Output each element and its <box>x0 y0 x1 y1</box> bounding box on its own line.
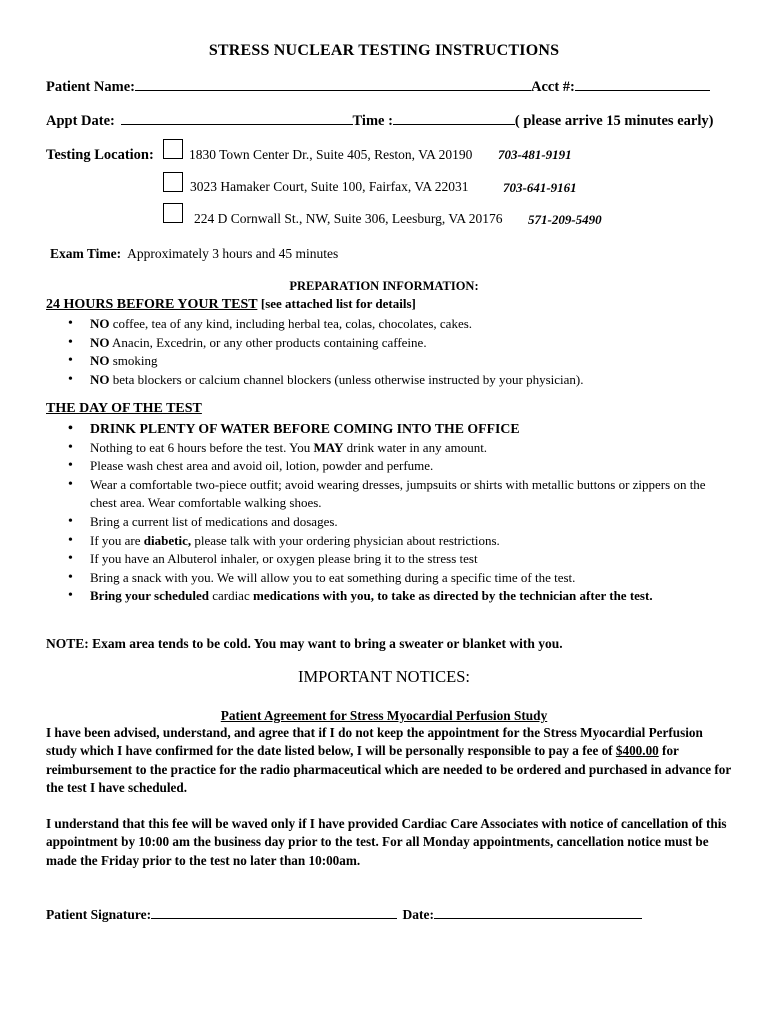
list-item: • Please wash chest area and avoid oil, lotion, powder and perfume. <box>64 457 724 476</box>
exam-time-value: Approximately 3 hours and 45 minutes <box>127 246 339 261</box>
list-item: • Wear a comfortable two-piece outfit; avoid wearing dresses, jumpsuits or shirts with metallic buttons or zippers on the chest area. Wear comfortable walking shoes. <box>64 476 724 513</box>
agreement-title: Patient Agreement for Stress Myocardial Perfusion Study <box>220 708 548 723</box>
acct-label: Acct #: <box>530 79 575 95</box>
time-field[interactable] <box>393 110 515 125</box>
exam-time-label: Exam Time: <box>50 246 122 261</box>
arrive-note: ( please arrive 15 minutes early) <box>514 113 714 129</box>
location-phone-leesburg: 571-209-5490 <box>528 212 602 227</box>
signature-row <box>46 904 642 923</box>
prep-subheading: 24 HOURS BEFORE YOUR TEST <box>46 297 258 312</box>
location-address-reston: 1830 Town Center Dr., Suite 405, Reston, VA 20190 <box>189 147 473 162</box>
agreement-paragraph-2: I understand that this fee will be waved only if I have provided Cardiac Care Associates with notice of cancellation of this appointment by 10:00 am the business day prior to the test. For all Monday appointments, cancellation notice must be made the Friday prior to the test no later than 10:00am. <box>46 816 727 868</box>
patient-name-row <box>46 76 710 96</box>
appt-date-label: Appt Date: <box>46 113 115 129</box>
location-phone-fairfax: 703-641-9161 <box>503 180 577 195</box>
fee-amount: $400.00 <box>615 743 659 759</box>
patient-name-field[interactable] <box>135 76 531 91</box>
prep-subheading-row <box>46 296 416 313</box>
location-address-fairfax: 3023 Hamaker Court, Suite 100, Fairfax, VA 22031 <box>190 179 469 194</box>
date-label: Date: <box>402 907 434 922</box>
location-checkbox-reston[interactable] <box>163 139 183 159</box>
location-checkbox-leesburg[interactable] <box>163 203 183 223</box>
list-item: • NO smoking <box>64 352 744 371</box>
important-notices-heading: IMPORTANT NOTICES: <box>297 667 471 686</box>
acct-field[interactable] <box>575 76 710 91</box>
exam-time-row <box>50 246 338 262</box>
agreement-paragraph-1: I have been advised, understand, and agree that if I do not keep the appointment for the Stress Myocardial Perfusion study which I have confirmed for the date listed below, I will be personally responsible to pay a fee of $400.00 for reimbursement to the practice for the radio pharmaceutical which are needed to be ordered and purchased in advance for the test I have scheduled. <box>46 725 731 795</box>
list-item: • If you are diabetic, please talk with your ordering physician about restrictions. <box>64 532 724 551</box>
list-item: • DRINK PLENTY OF WATER BEFORE COMING INTO THE OFFICE <box>64 420 724 439</box>
cold-note: NOTE: Exam area tends to be cold. You may want to bring a sweater or blanket with you. <box>46 636 563 651</box>
signature-date-field[interactable] <box>434 904 642 919</box>
prep-subheading-note: [see attached list for details] <box>260 296 416 311</box>
prep-list <box>64 315 744 389</box>
patient-signature-label: Patient Signature: <box>46 907 152 922</box>
appt-row <box>46 110 713 130</box>
time-label: Time : <box>352 113 393 129</box>
appt-date-field[interactable] <box>121 110 353 125</box>
prep-heading: PREPARATION INFORMATION: <box>289 279 479 293</box>
page-title: STRESS NUCLEAR TESTING INSTRUCTIONS <box>208 42 560 59</box>
day-of-test-heading: THE DAY OF THE TEST <box>46 401 202 416</box>
location-phone-reston: 703-481-9191 <box>498 147 572 162</box>
list-item: • If you have an Albuterol inhaler, or oxygen please bring it to the stress test <box>64 550 724 569</box>
testing-location-label: Testing Location: <box>46 147 154 163</box>
location-checkbox-fairfax[interactable] <box>163 172 183 192</box>
list-item: • Bring your scheduled cardiac medications with you, to take as directed by the technician after the test. <box>64 587 724 606</box>
patient-name-label: Patient Name: <box>46 79 135 95</box>
list-item: • NO Anacin, Excedrin, or any other products containing caffeine. <box>64 334 744 353</box>
patient-signature-field[interactable] <box>151 904 397 919</box>
day-of-test-list <box>64 420 724 606</box>
list-item: • Bring a snack with you. We will allow you to eat something during a specific time of the test. <box>64 569 724 588</box>
list-item: • NO beta blockers or calcium channel blockers (unless otherwise instructed by your physician). <box>64 371 744 390</box>
list-item: • Nothing to eat 6 hours before the test. You MAY drink water in any amount. <box>64 439 724 458</box>
list-item: • Bring a current list of medications and dosages. <box>64 513 724 532</box>
list-item: • NO coffee, tea of any kind, including herbal tea, colas, chocolates, cakes. <box>64 315 744 334</box>
location-address-leesburg: 224 D Cornwall St., NW, Suite 306, Leesburg, VA 20176 <box>194 211 503 226</box>
